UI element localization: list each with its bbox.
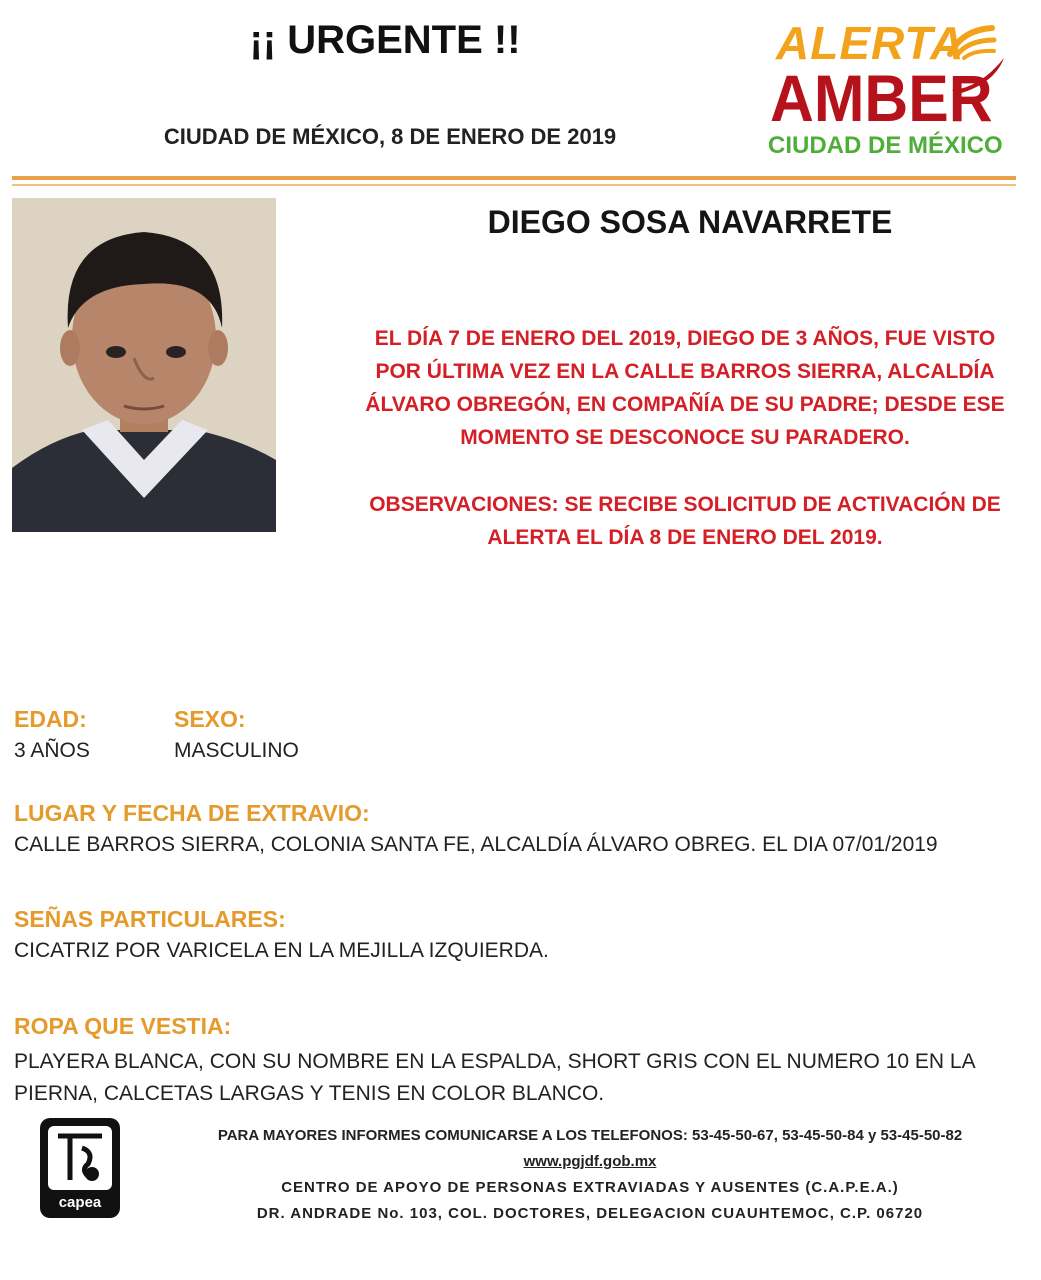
sex-value: MASCULINO [174,739,299,762]
header-divider [12,176,1016,180]
observations: OBSERVACIONES: SE RECIBE SOLICITUD DE ACTIVACIÓN DE ALERTA EL DÍA 8 DE ENERO DEL 2019. [369,493,1001,549]
alerta-amber-logo [760,14,1010,164]
disappearance-description: EL DÍA 7 DE ENERO DEL 2019, DIEGO DE 3 AÑOS, FUE VISTO POR ÚLTIMA VEZ EN LA CALLE BARROS SIERRA, ALCALDÍA ÁLVARO OBREGÓN, EN COMPAÑÍA DE SU PADRE; DESDE ESE MOMENTO SE DESCONOCE SU PARADERO. [365,327,1005,449]
place-date-label: LUGAR Y FECHA DE EXTRAVIO: [14,800,370,826]
logo-amber-text: AMBER [770,61,993,135]
horns-icon [950,54,1006,94]
footer-phones: PARA MAYORES INFORMES COMUNICARSE A LOS TELEFONOS: 53-45-50-67, 53-45-50-84 y 53-45-50-82 [217,1127,963,1144]
footer-url-link[interactable]: www.pgjdf.gob.mx [523,1153,657,1170]
logo-cdmx-text: CIUDAD DE MÉXICO [768,132,1003,159]
portrait-illustration [12,198,276,532]
footer-center-name: CENTRO DE APOYO DE PERSONAS EXTRAVIADAS Y AUSENTES (C.A.P.E.A.) [281,1179,899,1196]
footer-address: DR. ANDRADE No. 103, COL. DOCTORES, DELEGACION CUAUHTEMOC, C.P. 06720 [256,1205,924,1222]
person-name: DIEGO SOSA NAVARRETE [487,204,893,240]
page-title: ¡¡ URGENTE !! [249,18,521,62]
place-date-value: CALLE BARROS SIERRA, COLONIA SANTA FE, ALCALDÍA ÁLVARO OBREG. EL DIA 07/01/2019 [14,833,938,856]
distinguishing-marks-label: SEÑAS PARTICULARES: [14,906,286,932]
clothing-label: ROPA QUE VESTIA: [14,1013,232,1039]
clothing-value: PLAYERA BLANCA, CON SU NOMBRE EN LA ESPALDA, SHORT GRIS CON EL NUMERO 10 EN LA PIERNA, CALCETAS LARGAS Y TENIS EN COLOR BLANCO. [14,1050,975,1105]
logo-alerta-text: ALERTA [776,17,965,69]
sex-label: SEXO: [174,706,246,732]
capea-logo [40,1118,120,1218]
missing-person-photo [12,198,276,532]
age-label: EDAD: [14,706,87,732]
distinguishing-marks-value: CICATRIZ POR VARICELA EN LA MEJILLA IZQUIERDA. [14,939,549,962]
header-divider-thin [12,184,1016,186]
header-date: CIUDAD DE MÉXICO, 8 DE ENERO DE 2019 [163,124,617,149]
age-value: 3 AÑOS [14,739,90,762]
capea-logo-text: capea [58,1194,102,1211]
